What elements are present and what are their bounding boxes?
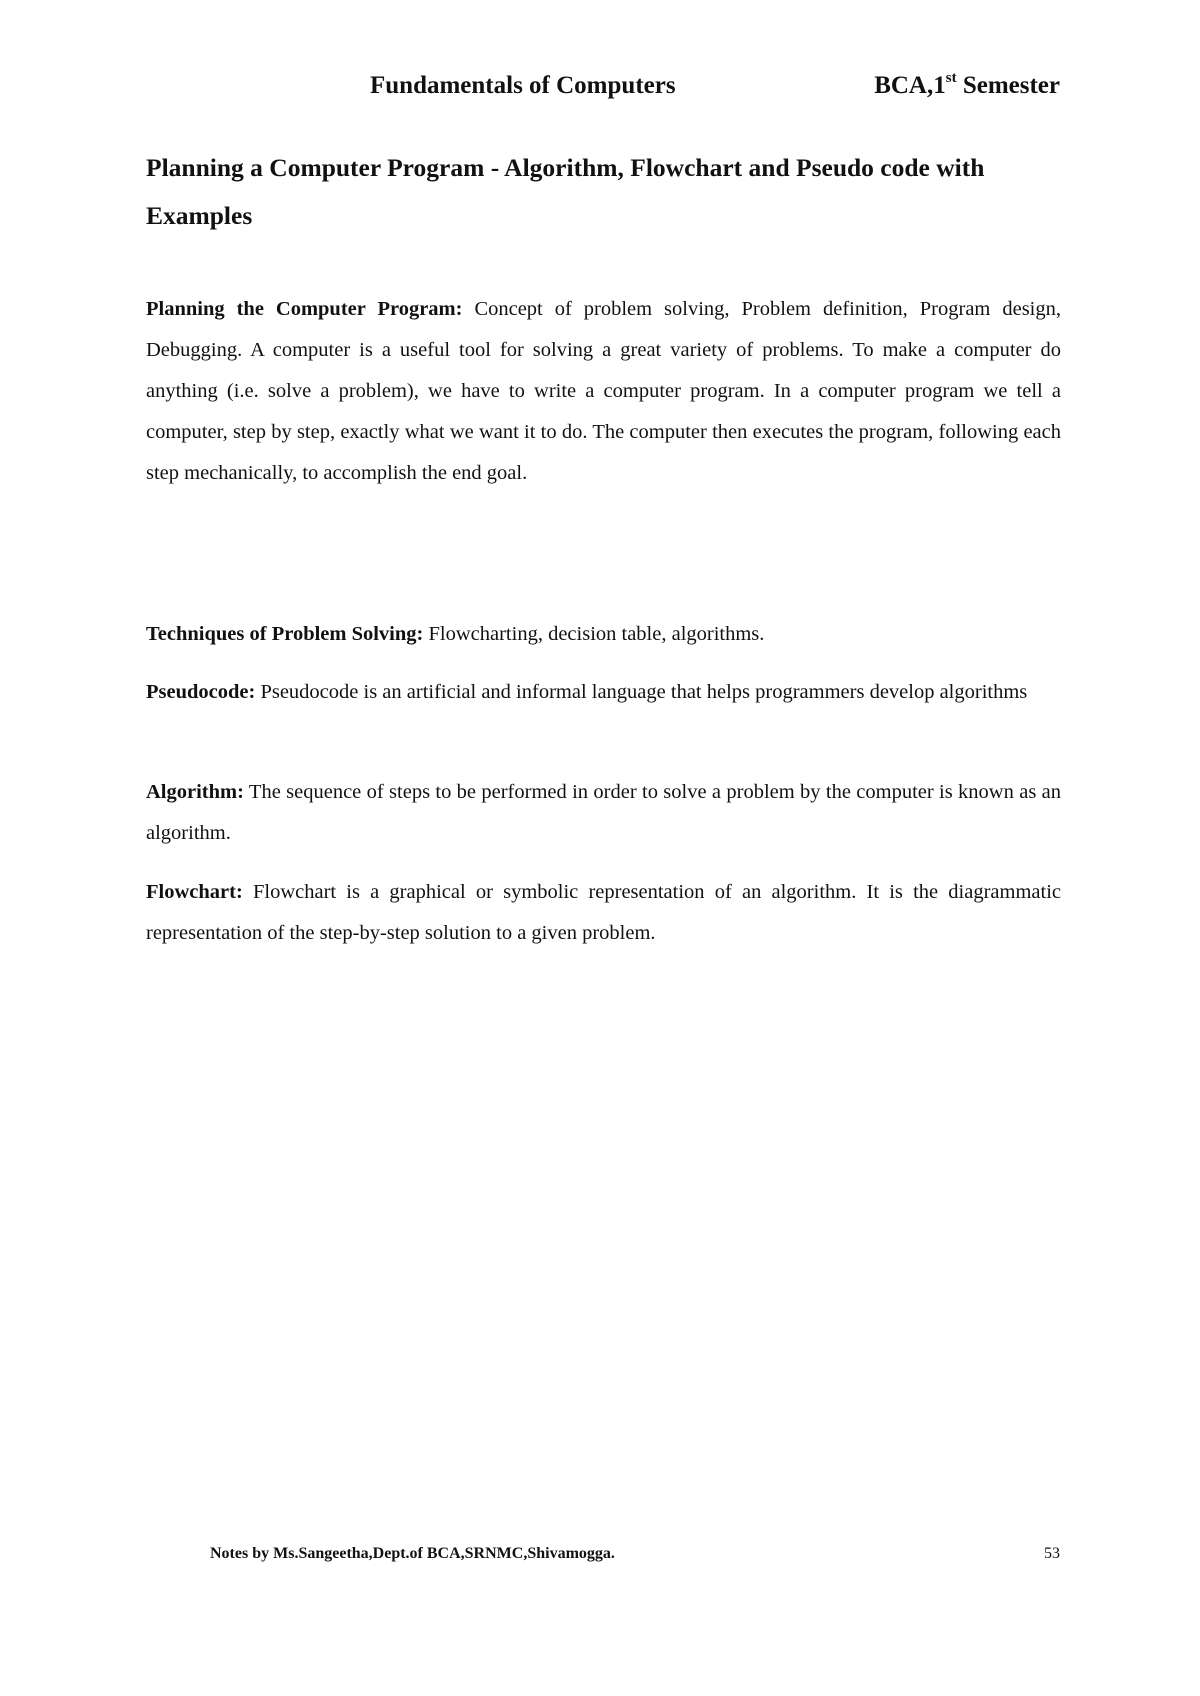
algorithm-heading: Algorithm: [146, 781, 244, 803]
footer-notes: Notes by Ms.Sangeetha,Dept.of BCA,SRNMC,Shivamogga. [210, 1545, 615, 1562]
page-title: Planning a Computer Program - Algorithm, Flowchart and Pseudo code with Examples [146, 153, 985, 230]
pseudocode-heading: Pseudocode: [146, 681, 256, 703]
algorithm-text: The sequence of steps to be performed in order to solve a problem by the computer is known as an algorithm. [146, 781, 1061, 844]
flowchart-heading: Flowchart: [146, 881, 243, 903]
pseudocode-text: Pseudocode is an artificial and informal language that helps programmers develop algorithms [260, 681, 1028, 703]
semester-superscript: st [945, 70, 957, 86]
semester-suffix: Semester [956, 72, 1060, 99]
flowchart-text: Flowchart is a graphical or symbolic representation of an algorithm. It is the diagrammatic representation of the step-by-step solution to a given problem. [146, 881, 1061, 944]
planning-heading: Planning the Computer Program: [146, 298, 463, 320]
semester-prefix: BCA,1 [874, 72, 946, 99]
planning-text: Concept of problem solving, Problem definition, Program design, Debugging. A computer is a useful tool for solving a great variety of problems. To make a computer do anything (i.e. solve a problem), we have to write a computer program. In a computer program we tell a computer, step by step, exactly what we want it to do. The computer then executes the program, following each step mechanically, to accomplish the end goal. [146, 298, 1061, 484]
semester-label [874, 72, 1060, 100]
flowchart-paragraph [146, 872, 1061, 954]
pseudocode-paragraph [146, 672, 1061, 713]
algorithm-paragraph [146, 772, 1061, 854]
techniques-paragraph [146, 614, 1061, 655]
techniques-heading: Techniques of Problem Solving: [146, 623, 424, 645]
page-number: 53 [1044, 1545, 1060, 1562]
techniques-text: Flowcharting, decision table, algorithms. [428, 623, 765, 645]
planning-paragraph [146, 289, 1061, 494]
page-header [370, 72, 1060, 112]
course-title: Fundamentals of Computers [370, 72, 676, 99]
page-footer [210, 1545, 1060, 1575]
